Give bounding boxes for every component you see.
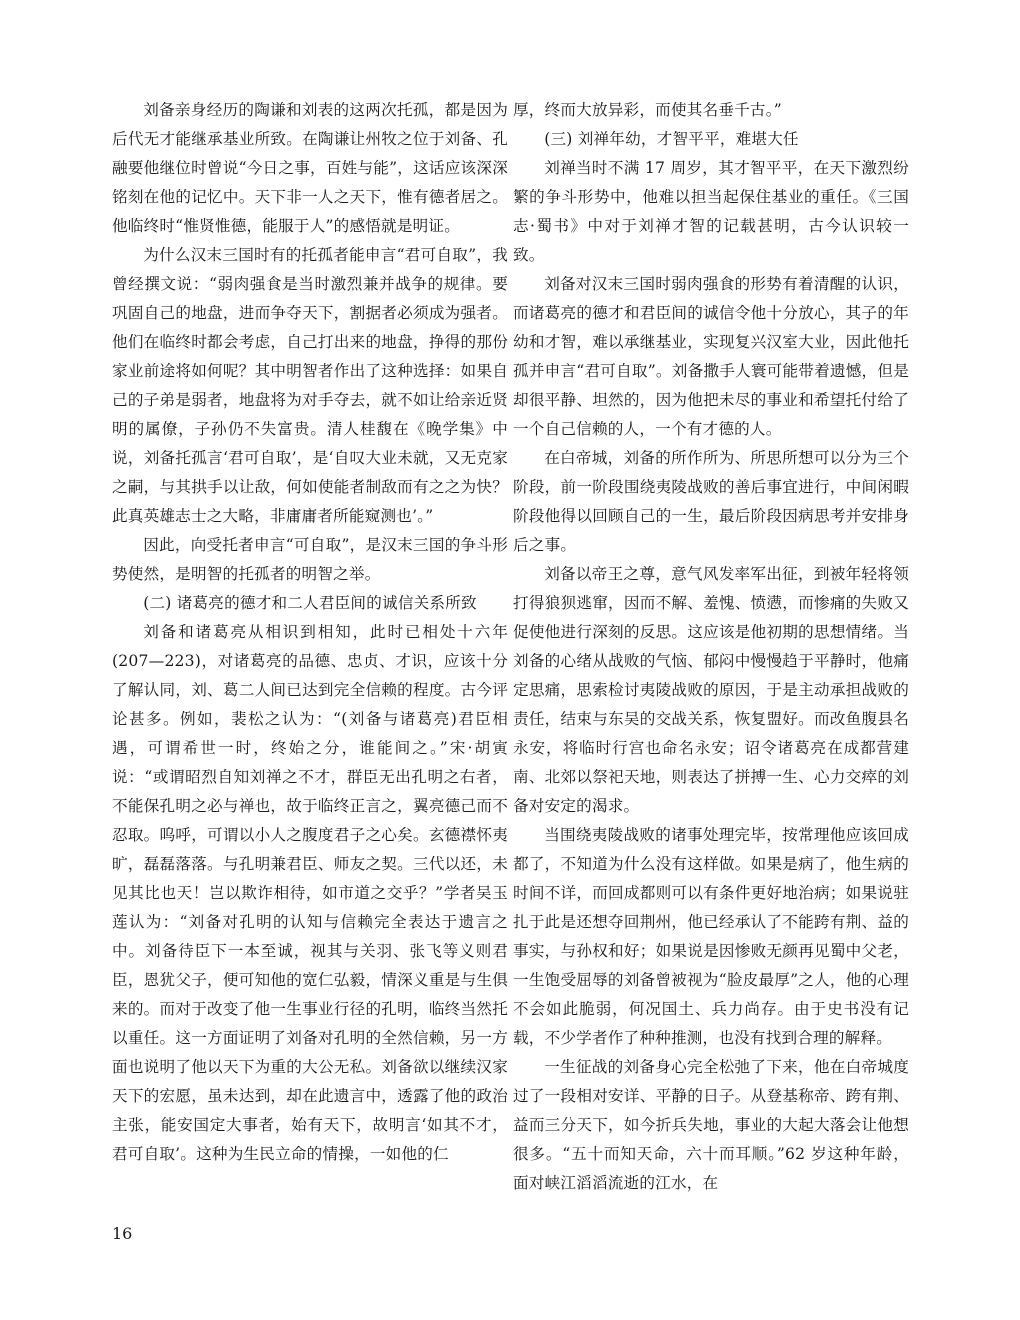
section-heading: (二) 诸葛亮的德才和二人君臣间的诚信关系所致 [143, 594, 477, 612]
paragraph: 刘禅当时不满 17 周岁，其才智平平，在天下激烈纷繁的争斗形势中，他难以担当起保住基业的重任。《三国志·蜀书》中对于刘禅才智的记载甚明，古今认识较一致。 [513, 159, 909, 264]
paragraph: 因此，向受托者申言“可自取”，是汉末三国的争斗形势使然，是明智的托孤者的明智之举。 [112, 536, 508, 583]
paragraph: 为什么汉末三国时有的托孤者能申言“君可自取”，我曾经撰文说：“弱肉强食是当时激烈兼并战争的规律。要巩固自己的地盘，进而争夺天下，割据者必须成为强者。他们在临终时都会考虑，自己打出来的地盘，挣得的那份家业前途将如何呢？其中明智者作出了这种选择：如果自己的子弟是弱者，地盘将为对手夺去，就不如让给亲近贤明的属僚，子孙仍不失富贵。清人桂馥在《晚学集》中说，刘备托孤言‘君可自取’，是‘自叹大业未就，又无克家之嗣，与其拱手以让敌，何如使能者制敌而有之之为快？此真英雄志士之大略，非庸庸者所能窥测也’。” [112, 246, 508, 525]
right-column [513, 96, 909, 1198]
paragraph: 刘备对汉末三国时弱肉强食的形势有着清醒的认识，而诸葛亮的德才和君臣间的诚信令他十分放心，其子的年幼和才智，难以承继基业，实现复兴汉室大业，因此他托孤并申言“君可自取”。刘备撒手人寰可能带着遗憾，但是却很平静、坦然的，因为他把未尽的事业和希望托付给了一个自己信赖的人，一个有才德的人。 [513, 275, 909, 438]
paragraph: 一生征战的刘备身心完全松弛了下来，他在白帝城度过了一段相对安详、平静的日子。从登基称帝、跨有荆、益而三分天下，如今折兵失地，事业的大起大落会让他想很多。“五十而知天命，六十而耳顺。”62 岁这种年龄，面对峡江滔滔流逝的江水，在 [513, 1058, 909, 1192]
paragraph: 在白帝城，刘备的所作所为、所思所想可以分为三个阶段，前一阶段围绕夷陵战败的善后事宜进行，中间闲暇阶段他得以回顾自己的一生，最后阶段因病思考并安排身后之事。 [513, 449, 909, 554]
section-heading: (三) 刘禅年幼，才智平平，难堪大任 [544, 130, 799, 148]
paragraph: 刘备亲身经历的陶谦和刘表的这两次托孤，都是因为后代无才能继承基业所致。在陶谦让州牧之位于刘备、孔融要他继位时曾说“今日之事，百姓与能”，这话应该深深铭刻在他的记忆中。天下非一人之天下，惟有德者居之。他临终时“惟贤惟德，能服于人”的感悟就是明证。 [112, 101, 508, 235]
paragraph: 当围绕夷陵战败的诸事处理完毕，按常理他应该回成都了，不知道为什么没有这样做。如果是病了，他生病的时间不详，而回成都则可以有条件更好地治病；如果说驻扎于此是还想夺回荆州，他已经承认了不能跨有荆、益的事实，与孙权和好；如果说是因惨败无颜再见蜀中父老，一生饱受屈辱的刘备曾被视为“脸皮最厚”之人，他的心理不会如此脆弱，何况国土、兵力尚存。由于史书没有记载，不少学者作了种种推测，也没有找到合理的解释。 [513, 826, 909, 1047]
page-number: 16 [112, 1224, 133, 1243]
paragraph: 刘备和诸葛亮从相识到相知，此时已相处十六年(207—223)，对诸葛亮的品德、忠贞、才识，应该十分了解认同，刘、葛二人间已达到完全信赖的程度。古今评论甚多。例如，裴松之认为：“(刘备与诸葛亮)君臣相遇，可谓希世一时，终始之分，谁能间之。”宋·胡寅说：“或谓昭烈自知刘禅之不才，群臣无出孔明之右者，不能保孔明之必与禅也，故于临终正言之，翼亮德己而不忍取。呜呼，可谓以小人之腹度君子之心矣。玄德襟怀夷旷，磊磊落落。与孔明兼君臣、师友之契。三代以还，未见其比也天！岂以欺诈相待，如市道之交乎？”学者吴玉莲认为：“刘备对孔明的认知与信赖完全表达于遗言之中。刘备待臣下一本至诚，视其与关羽、张飞等义则君臣，恩犹父子，便可知他的宽仁弘毅，情深义重是与生俱来的。而对于改变了他一生事业行径的孔明，临终当然托以重任。这一方面证明了刘备对孔明的全然信赖，另一方面也说明了他以天下为重的大公无私。刘备欲以继续汉家天下的宏愿，虽未达到，却在此遗言中，透露了他的政治主张，能安国定大事者，始有天下，故明言‘如其不才，君可自取’。这种为生民立命的情操，一如他的仁 [112, 623, 508, 1163]
paragraph: 刘备以帝王之尊，意气风发率军出征，到被年轻将领打得狼狈逃窜，因而不解、羞愧、愤懑，而惨痛的失败又促使他进行深刻的反思。这应该是他初期的思想情绪。当刘备的心绪从战败的气恼、郁闷中慢慢趋于平静时，他痛定思痛，思索检讨夷陵战败的原因，于是主动承担战败的责任，结束与东吴的交战关系，恢复盟好。而改鱼腹县名永安，将临时行宫也命名永安；诏令诸葛亮在成都营建南、北郊以祭祀天地，则表达了拼搏一生、心力交瘁的刘备对安定的渴求。 [513, 565, 909, 815]
left-column [112, 96, 508, 1169]
paragraph-continuation: 厚，终而大放异彩，而使其名垂千古。” [513, 101, 782, 119]
